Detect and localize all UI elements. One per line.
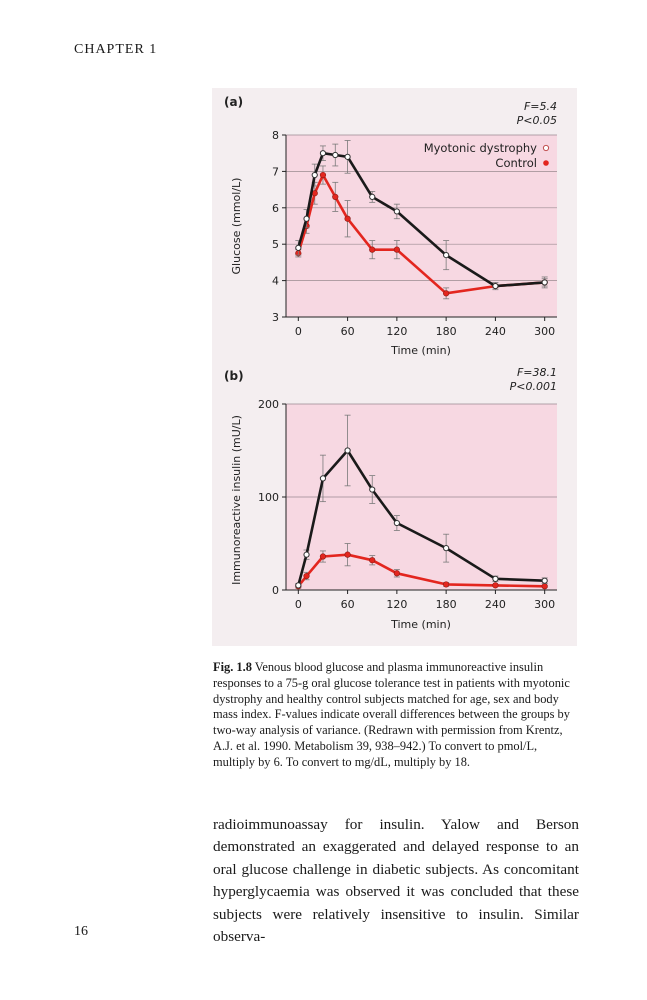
y-tick-label: 7 [272,165,279,179]
data-point [345,154,350,159]
chart-panel-b [224,366,557,631]
data-point [320,151,325,156]
legend-marker-control [543,160,549,166]
stat-f-value: F=5.4 [523,100,557,113]
x-tick-label: 0 [294,598,302,611]
data-point [345,216,351,222]
x-tick-label: 180 [435,598,457,611]
data-point [370,487,375,492]
data-point [493,576,498,581]
data-point [320,554,326,560]
x-tick-label: 240 [484,598,506,611]
data-point [320,172,326,178]
data-point [333,152,338,157]
y-tick-label: 5 [272,238,279,252]
data-point [443,582,449,588]
legend-label-control: Control [495,156,537,170]
x-tick-label: 60 [340,325,355,338]
running-head: CHAPTER 1 [74,42,158,57]
data-point [542,583,548,589]
data-point [312,172,317,177]
panel-label: (b) [224,369,244,383]
data-point [296,245,301,250]
data-point [542,280,547,285]
data-point [542,578,547,583]
y-tick-label: 0 [272,584,279,597]
x-tick-label: 120 [386,325,408,338]
data-point [304,552,309,557]
x-tick-label: 120 [386,598,408,611]
data-point [304,573,310,579]
y-tick-label: 100 [258,491,279,504]
data-point [332,194,338,200]
x-tick-label: 300 [534,325,556,338]
stat-f-value: F=38.1 [516,366,557,379]
data-point [369,247,375,253]
y-tick-label: 6 [272,201,279,215]
stat-p-value: P<0.05 [516,114,557,127]
x-axis-label: Time (min) [391,618,451,631]
data-point [394,570,400,576]
body-paragraph: radioimmunoassay for insulin. Yalow and Berson demonstrated an exaggerated and delayed response to an oral glucose challenge in diabetic subjects. As concomitant hyperglycaemia was observed it was concluded that these subjects were relatively insensitive to insulin. Similar observa- [213,816,579,946]
figure-caption [213,660,579,771]
data-point [394,209,399,214]
x-tick-label: 180 [435,325,457,338]
page-number: 16 [74,924,88,939]
x-tick-label: 0 [294,325,302,338]
data-point [444,253,449,258]
body-text [213,814,579,948]
data-point [369,557,375,563]
figure-plots [212,88,577,646]
y-tick-label: 200 [258,398,279,411]
chart-panel-a [224,95,557,357]
data-point [370,194,375,199]
caption-label: Fig. 1.8 [213,660,252,674]
x-tick-label: 240 [484,325,506,338]
data-point [493,583,499,589]
data-point [345,552,351,558]
y-tick-label: 8 [272,129,279,142]
y-axis-label: Immunoreactive insulin (mU/L) [230,415,243,585]
panel-label: (a) [224,95,244,109]
data-point [296,583,301,588]
x-tick-label: 300 [534,598,556,611]
data-point [493,283,498,288]
y-axis-label: Glucose (mmol/L) [230,177,243,275]
data-point [304,216,309,221]
x-axis-label: Time (min) [391,344,451,357]
legend-label-myotonic-dystrophy: Myotonic dystrophy [423,141,537,155]
legend-marker-myotonic-dystrophy [543,145,548,150]
data-point [345,448,350,453]
y-tick-label: 4 [272,274,279,288]
caption-text: Venous blood glucose and plasma immunoreactive insulin responses to a 75-g oral glucose tolerance test in patients with myotonic dystrophy and healthy control subjects matched for age, sex and body mass index. F-values indicate overall differences between the groups by two-way analysis of variance. (Redrawn with permission from Krentz, A.J. et al. 1990. Metabolism 39, 938–942.) To convert to pmol/L, multiply by 6. To convert to mg/dL, multiply by 18. [213,660,570,769]
stat-p-value: P<0.001 [509,380,557,393]
data-point [394,247,400,253]
data-point [320,476,325,481]
data-point [444,546,449,551]
y-tick-label: 3 [272,311,279,324]
x-tick-label: 60 [340,598,355,611]
data-point [443,291,449,297]
data-point [394,520,399,525]
